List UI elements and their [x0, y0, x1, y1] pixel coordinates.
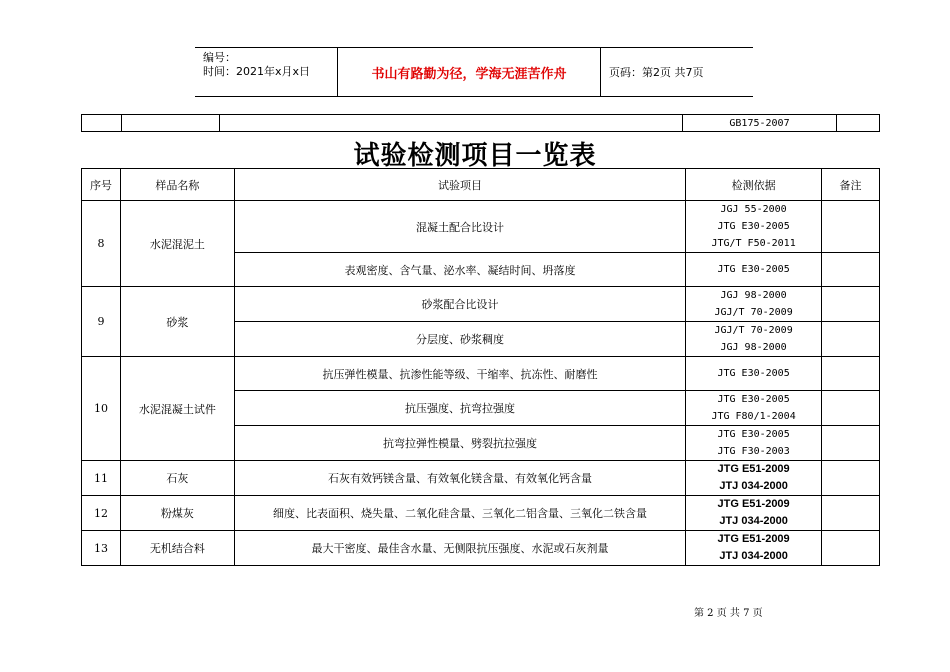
- row-number: 8: [82, 201, 121, 287]
- header-row: [82, 169, 880, 201]
- note-cell: [822, 531, 880, 566]
- standard-ref: GB175-2007: [683, 115, 837, 132]
- page-label: 页码：第2页 共7页: [609, 66, 704, 79]
- page-title: 试验检测项目一览表: [353, 141, 597, 171]
- test-item: 抗压弹性模量、抗渗性能等级、干缩率、抗冻性、耐磨性: [234, 357, 685, 391]
- standard-ref-table: [81, 114, 880, 132]
- basis-line: JGJ/T 70-2009: [714, 325, 793, 336]
- basis-line: JTG E51-2009: [717, 498, 790, 510]
- number-label: 编号：: [203, 51, 236, 64]
- test-basis: [686, 461, 822, 496]
- table-row: [82, 461, 880, 496]
- basis-line: JTG E30-2005: [717, 368, 790, 379]
- note-cell: [822, 461, 880, 496]
- row-number: 10: [82, 357, 121, 461]
- test-items-table: [81, 168, 880, 566]
- row-number: 12: [82, 496, 121, 531]
- basis-line: JTG E30-2005: [717, 221, 790, 232]
- motto: 书山有路勤为径，学海无涯苦作舟: [338, 48, 601, 96]
- note-cell: [822, 391, 880, 426]
- test-basis: [686, 426, 822, 461]
- basis-line: JTG F80/1-2004: [711, 411, 796, 422]
- table-row: [82, 287, 880, 322]
- basis-line: JTG E51-2009: [717, 533, 790, 545]
- test-item: 细度、比表面积、烧失量、二氧化硅含量、三氧化二铝含量、三氧化二铁含量: [234, 496, 685, 531]
- test-item: 表观密度、含气量、泌水率、凝结时间、坍落度: [234, 253, 685, 287]
- test-basis: [686, 496, 822, 531]
- sample-name: 水泥混凝土试件: [120, 357, 234, 461]
- sample-name: 无机结合料: [120, 531, 234, 566]
- sample-name: 砂浆: [120, 287, 234, 357]
- test-basis: [686, 322, 822, 357]
- test-item: 混凝土配合比设计: [234, 201, 685, 253]
- test-item: 抗压强度、抗弯拉强度: [234, 391, 685, 426]
- column-header: 试验项目: [234, 169, 685, 201]
- row-number: 13: [82, 531, 121, 566]
- note-cell: [822, 287, 880, 322]
- basis-line: JTG E30-2005: [717, 429, 790, 440]
- note-cell: [822, 201, 880, 253]
- basis-line: JTG E30-2005: [717, 264, 790, 275]
- column-header: 备注: [822, 169, 880, 201]
- basis-line: JTJ 034-2000: [719, 480, 788, 492]
- basis-line: JTJ 034-2000: [719, 515, 788, 527]
- page-header: [195, 47, 753, 97]
- page-footer: 第 2 页 共 7 页: [694, 608, 763, 619]
- test-basis: [686, 531, 822, 566]
- row-number: 11: [82, 461, 121, 496]
- note-cell: [822, 426, 880, 461]
- note-cell: [822, 496, 880, 531]
- column-header: 检测依据: [686, 169, 822, 201]
- basis-line: JTJ 034-2000: [719, 550, 788, 562]
- test-item: 石灰有效钙镁含量、有效氧化镁含量、有效氧化钙含量: [234, 461, 685, 496]
- basis-line: JGJ 55-2000: [720, 204, 787, 215]
- test-item: 最大干密度、最佳含水量、无侧限抗压强度、水泥或石灰剂量: [234, 531, 685, 566]
- basis-line: JGJ 98-2000: [720, 342, 787, 353]
- test-basis: [686, 357, 822, 391]
- test-basis: [686, 287, 822, 322]
- test-basis: [686, 201, 822, 253]
- header-info-cell: [195, 48, 338, 96]
- table-row: [82, 496, 880, 531]
- sample-name: 石灰: [120, 461, 234, 496]
- time-label: 时间：2021年x月x日: [203, 65, 311, 78]
- table-row: [82, 357, 880, 391]
- test-item: 抗弯拉弹性模量、劈裂抗拉强度: [234, 426, 685, 461]
- test-basis: [686, 391, 822, 426]
- note-cell: [822, 253, 880, 287]
- basis-line: JTG E30-2005: [717, 394, 790, 405]
- column-header: 样品名称: [120, 169, 234, 201]
- table-row: [82, 201, 880, 253]
- basis-line: JTG E51-2009: [717, 463, 790, 475]
- basis-line: JGJ/T 70-2009: [714, 307, 793, 318]
- basis-line: JTG/T F50-2011: [711, 238, 796, 249]
- table-row: [82, 531, 880, 566]
- test-item: 砂浆配合比设计: [234, 287, 685, 322]
- sample-name: 粉煤灰: [120, 496, 234, 531]
- test-basis: [686, 253, 822, 287]
- test-item: 分层度、砂浆稠度: [234, 322, 685, 357]
- basis-line: JTG F30-2003: [717, 446, 790, 457]
- table-body: [82, 169, 880, 566]
- row-number: 9: [82, 287, 121, 357]
- basis-line: JGJ 98-2000: [720, 290, 787, 301]
- note-cell: [822, 357, 880, 391]
- column-header: 序号: [82, 169, 121, 201]
- note-cell: [822, 322, 880, 357]
- sample-name: 水泥混泥土: [120, 201, 234, 287]
